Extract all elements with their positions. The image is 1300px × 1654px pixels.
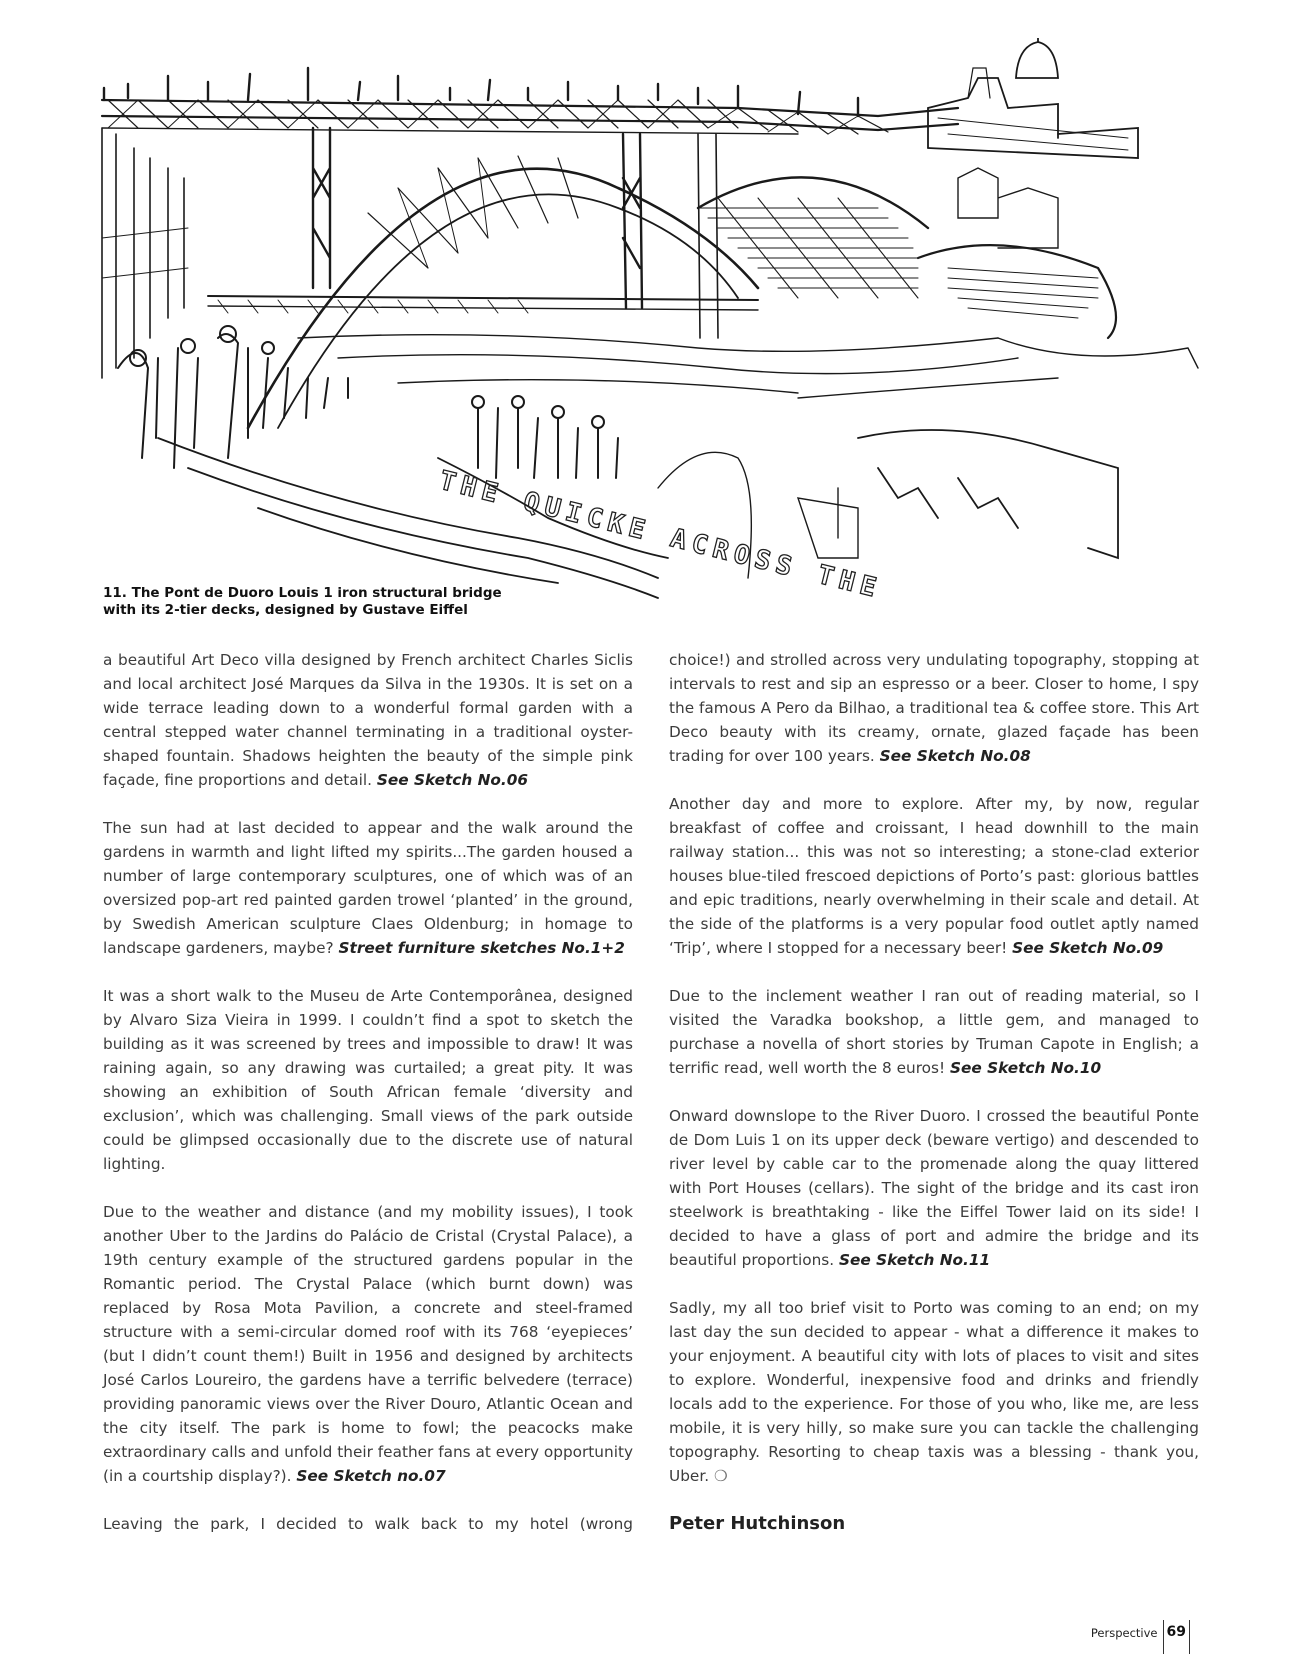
sketch-reference: See Sketch No.09 — [1012, 939, 1164, 957]
sketch-reference: See Sketch no.07 — [296, 1467, 446, 1485]
left-cliff — [102, 128, 188, 378]
right-column — [669, 648, 1199, 1536]
caption-line-2: with its 2-tier decks, designed by Gustave Eiffel — [103, 602, 468, 618]
paragraph — [103, 1512, 633, 1536]
caption-line-1: 11. The Pont de Duoro Louis 1 iron structural bridge — [103, 585, 502, 601]
paragraph-text: Leaving the park, I decided to walk back to my hotel (wrong — [103, 1515, 633, 1533]
left-column — [103, 648, 633, 1560]
page-number: 69 — [1163, 1620, 1190, 1654]
sketch-reference: Street furniture sketches No.1+2 — [338, 939, 625, 957]
paragraph-text: a beautiful Art Deco villa designed by French architect Charles Siclis and local architect José Marques da Silva in the 1930s. It is set on a wide terrace leading down to a wonderful formal garden with a central stepped water channel terminating in a traditional oyster-shaped fountain. Shadows heighten the beauty of the simple pink façade, fine proportions and detail. — [103, 651, 633, 789]
sketch-reference: See Sketch No.11 — [839, 1251, 991, 1269]
right-hatching — [698, 177, 928, 298]
paragraph-text: Due to the weather and distance (and my mobility issues), I took another Uber to the Jardins do Palácio de Cristal (Crystal Palace), a 19th century example of the structured gardens popular in the Romantic period. The Crystal Palace (which burnt down) was replaced by Rosa Mota Pavilion, a concrete and steel-framed structure with a semi-circular domed roof with its 768 ‘eyepieces’ (but I didn’t count them!) Built in 1956 and designed by architects José Carlos Loureiro, the gardens have a terrific belvedere (terrace) providing panoramic views over the River Douro, Atlantic Ocean and the city itself. The park is home to fowl; the peacocks make extraordinary calls and unfold their feather fans at every opportunity (in a courtship display?). — [103, 1203, 633, 1485]
paragraph-text: Sadly, my all too brief visit to Porto was coming to an end; on my last day the sun decided to appear - what a difference it makes to your enjoyment. A beautiful city with lots of places to visit and sites to explore. Wonderful, inexpensive food and drinks and friendly locals add to the experience. For those of you who, like me, are less mobile, it is very hilly, so make sure you can tackle the challenging topography. Resorting to cheap taxis was a blessing - thank you, Uber. — [669, 1299, 1199, 1485]
sketch-reference: See Sketch No.08 — [879, 747, 1031, 765]
main-arch — [248, 156, 758, 428]
figure-caption — [103, 585, 623, 619]
paragraph — [669, 792, 1199, 960]
paragraph — [669, 1296, 1199, 1488]
paragraph — [103, 648, 633, 792]
paragraph-text: It was a short walk to the Museu de Arte Contemporânea, designed by Alvaro Siza Vieira in 1999. I couldn’t find a spot to sketch the building as it was screened by trees and impossible to draw! It was raining again, so any drawing was curtailed; a great pity. It was showing an exhibition of South African female ‘diversity and exclusion’, which was challenging. Small views of the park outside could be glimpsed occasionally due to the discrete use of natural lighting. — [103, 987, 633, 1173]
pylons — [313, 128, 718, 338]
lower-deck — [208, 296, 758, 313]
paragraph — [669, 1104, 1199, 1272]
hilltop-buildings — [918, 38, 1138, 338]
sketch-lettering: THE QUICKE ACROSS THE — [436, 465, 885, 605]
paragraph — [103, 1200, 633, 1488]
end-mark-icon: ❍ — [713, 1467, 728, 1485]
paragraph-text: Onward downslope to the River Duoro. I crossed the beautiful Ponte de Dom Luis 1 on its upper deck (beware vertigo) and descended to river level by cable car to the promenade along the quay littered with Port Houses (cellars). The sight of the bridge and its cast iron steelwork is breathtaking - like the Eiffel Tower laid on its side! I decided to have a glass of port and admire the bridge and its beautiful proportions. — [669, 1107, 1199, 1269]
paragraph — [669, 648, 1199, 768]
paragraph-text: choice!) and strolled across very undulating topography, stopping at intervals to rest and sip an espresso or a beer. Closer to home, I spy the famous A Pero da Bilhao, a traditional tea & coffee store. This Art Deco beauty with its creamy, ornate, glazed façade has been trading for over 100 years. — [669, 651, 1199, 765]
paragraph-text: Another day and more to explore. After my, by now, regular breakfast of coffee and croissant, I head downhill to the main railway station... this was not so interesting; a stone-clad exterior houses blue-tiled frescoed depictions of Porto’s past: glorious battles and epic traditions, nearly overwhelming in their scale and detail. At the side of the platforms is a very popular food outlet aptly named ‘Trip’, where I stopped for a necessary beer! — [669, 795, 1199, 957]
paragraph-text: The sun had at last decided to appear and the walk around the gardens in warmth and light lifted my spirits...The garden housed a number of large contemporary sculptures, one of which was of an oversized pop-art red painted garden trowel ‘planted’ in the ground, by Swedish American sculpture Claes Oldenburg; in homage to landscape gardeners, maybe? — [103, 819, 633, 957]
magazine-name: Perspective — [1090, 1626, 1158, 1640]
paragraph — [103, 816, 633, 960]
sketch-reference: See Sketch No.06 — [376, 771, 528, 789]
sketch-reference: See Sketch No.10 — [950, 1059, 1102, 1077]
page-footer — [1091, 1620, 1190, 1654]
bridge-sketch-illustration — [98, 38, 1208, 618]
river-lines — [298, 335, 1198, 398]
crowd — [118, 326, 618, 478]
author-name: Peter Hutchinson — [669, 1513, 846, 1534]
paragraph — [103, 984, 633, 1176]
paragraph — [669, 984, 1199, 1080]
paragraph-text: Due to the inclement weather I ran out of reading material, so I visited the Varadka bookshop, a little gem, and managed to purchase a novella of short stories by Truman Capote in English; a terrific read, well worth the 8 euros! — [669, 987, 1199, 1077]
upper-deck — [102, 100, 958, 134]
